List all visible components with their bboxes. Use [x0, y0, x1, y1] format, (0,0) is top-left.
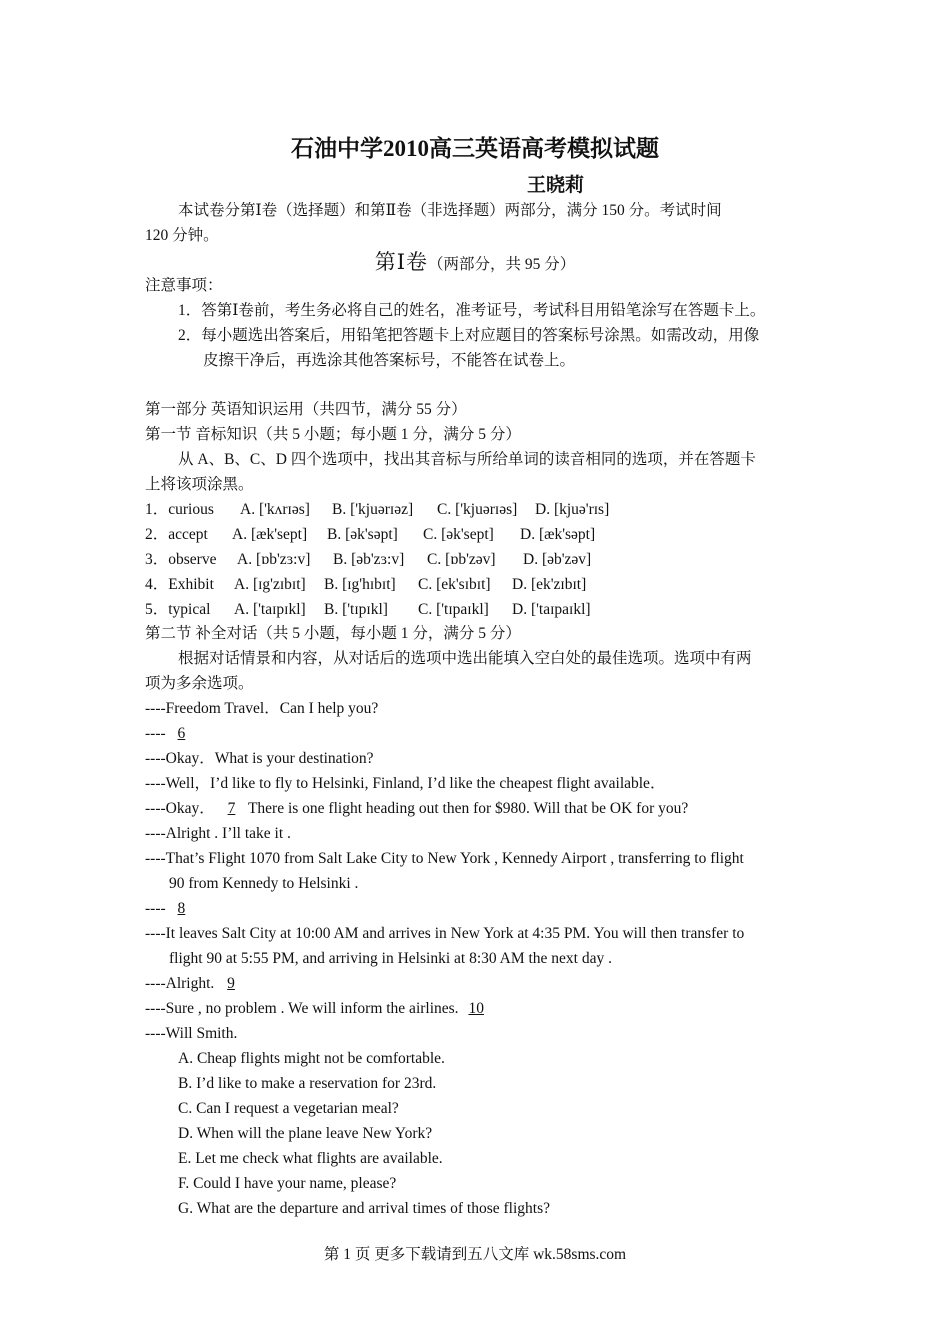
option-c: C. [ek'sɪbɪt] [418, 576, 491, 593]
notes-heading: 注意事项： [145, 277, 223, 294]
section2-instructions-2: 项为多余选项。 [145, 675, 254, 692]
dialogue-line [145, 974, 244, 994]
dialogue-line: ----It leaves Salt City at 10:00 AM and arrives in New York at 4:35 PM. You will then transfer to [145, 925, 745, 942]
dialogue-prefix: ---- [145, 900, 170, 917]
option-d: D. ['taɪpaɪkl] [512, 601, 591, 618]
volume-subtitle: （两部分，共 95 分） [428, 256, 576, 273]
author-name: 王晓莉 [527, 175, 585, 196]
page-footer: 第 1 页 更多下载请到五八文库 wk.58sms.com [323, 1246, 627, 1263]
dialogue-line: ----That’s Flight 1070 from Salt Lake City to New York , Kennedy Airport , transferring to flight [145, 850, 744, 867]
option-b: B. [ək'səpt] [327, 526, 398, 543]
dialogue-line: ----Freedom Travel．Can I help you? [145, 700, 379, 717]
option-b: B. ['tɪpɪkl] [324, 601, 388, 618]
option-d: D. [kjuə'rɪs] [535, 501, 610, 518]
option-b: B. [əb'zɜ:v] [333, 551, 405, 568]
answer-option: D. When will the plane leave New York? [178, 1125, 433, 1142]
option-c: C. [ək'sept] [423, 526, 494, 543]
option-c: C. ['tɪpaɪkl] [418, 601, 489, 618]
blank-9: 9 [227, 975, 235, 992]
page-title: 石油中学2010高三英语高考模拟试题 [291, 136, 659, 161]
dialogue-line: ----Okay．What is your destination? [145, 750, 374, 767]
dialogue-line [145, 724, 193, 744]
dialogue-prefix: ---- [145, 725, 170, 742]
dialogue-prefix: ----Alright. [145, 975, 219, 992]
part1-heading: 第一部分 英语知识运用（共四节，满分 55 分） [145, 401, 467, 418]
blank-8: 8 [177, 900, 186, 917]
blank-10: 10 [468, 1000, 484, 1017]
option-c: C. [ɒb'zəv] [427, 551, 496, 568]
option-c: C. ['kjuərɪəs] [437, 501, 518, 518]
option-b: B. ['kjuərɪəz] [332, 501, 414, 518]
note-item-1: 1．答第Ⅰ卷前，考生务必将自己的姓名，准考证号，考试科目用铅笔涂写在答题卡上。 [178, 302, 766, 319]
dialogue-line: ----Alright . I’ll take it . [145, 825, 291, 842]
volume-heading [0, 249, 950, 278]
intro-line-2: 120 分钟。 [145, 227, 219, 244]
option-a: A. ['taɪpɪkl] [234, 601, 306, 618]
section2-instructions-1: 根据对话情景和内容，从对话后的选项中选出能填入空白处的最佳选项。选项中有两 [178, 650, 752, 667]
option-d: D. [əb'zəv] [523, 551, 592, 568]
note-item-2-cont: 皮擦干净后，再选涂其他答案标号，不能答在试卷上。 [203, 352, 576, 369]
section1-instructions-2: 上将该项涂黑。 [145, 476, 254, 493]
section1-instructions-1: 从 A、B、C、D 四个选项中，找出其音标与所给单词的读音相同的选项，并在答题卡 [178, 451, 756, 468]
dialogue-line [145, 999, 490, 1019]
section2-heading: 第二节 补全对话（共 5 小题，每小题 1 分，满分 5 分） [145, 625, 521, 642]
dialogue-line [145, 899, 193, 919]
answer-option: C. Can I request a vegetarian meal? [178, 1100, 399, 1117]
intro-line-1: 本试卷分第Ⅰ卷（选择题）和第Ⅱ卷（非选择题）两部分，满分 150 分。考试时间 [178, 202, 722, 219]
answer-option: E. Let me check what flights are available. [178, 1150, 443, 1167]
volume-title: 第Ⅰ卷 [374, 250, 429, 274]
question-word: 2．accept [145, 526, 208, 543]
option-a: A. [ɪg'zɪbɪt] [234, 576, 306, 593]
blank-7: 7 [227, 800, 236, 817]
option-a: A. [æk'sept] [232, 526, 308, 543]
answer-option: B. I’d like to make a reservation for 23rd. [178, 1075, 437, 1092]
answer-option: G. What are the departure and arrival times of those flights? [178, 1200, 551, 1217]
option-a: A. ['kʌrɪəs] [240, 501, 310, 518]
note-item-2: 2．每小题选出答案后，用铅笔把答题卡上对应题目的答案标号涂黑。如需改动，用像 [178, 327, 760, 344]
answer-option: A. Cheap flights might not be comfortable. [178, 1050, 445, 1067]
option-d: D. [ek'zɪbɪt] [512, 576, 587, 593]
option-b: B. [ɪg'hɪbɪt] [324, 576, 396, 593]
answer-option: F. Could I have your name, please? [178, 1175, 397, 1192]
dialogue-line: ----Will Smith. [145, 1025, 238, 1042]
dialogue-prefix: ----Okay． [145, 800, 219, 817]
option-d: D. [æk'səpt] [520, 526, 596, 543]
question-word: 4．Exhibit [145, 576, 214, 593]
section1-heading: 第一节 音标知识（共 5 小题；每小题 1 分，满分 5 分） [145, 426, 521, 443]
question-word: 3．observe [145, 551, 217, 568]
dialogue-line: ----Well，I’d like to fly to Helsinki, Finland, I’d like the cheapest flight available． [145, 775, 666, 792]
dialogue-line-cont: flight 90 at 5:55 PM, and arriving in Helsinki at 8:30 AM the next day . [169, 950, 612, 967]
dialogue-suffix: There is one flight heading out then for $980. Will that be OK for you? [244, 800, 689, 817]
question-word: 5．typical [145, 601, 211, 618]
dialogue-prefix: ----Sure , no problem . We will inform the airlines. [145, 1000, 463, 1017]
dialogue-line [145, 799, 688, 819]
dialogue-line-cont: 90 from Kennedy to Helsinki . [169, 875, 359, 892]
option-a: A. [ɒb'zɜ:v] [237, 551, 311, 568]
question-word: 1．curious [145, 501, 214, 518]
blank-6: 6 [177, 725, 186, 742]
